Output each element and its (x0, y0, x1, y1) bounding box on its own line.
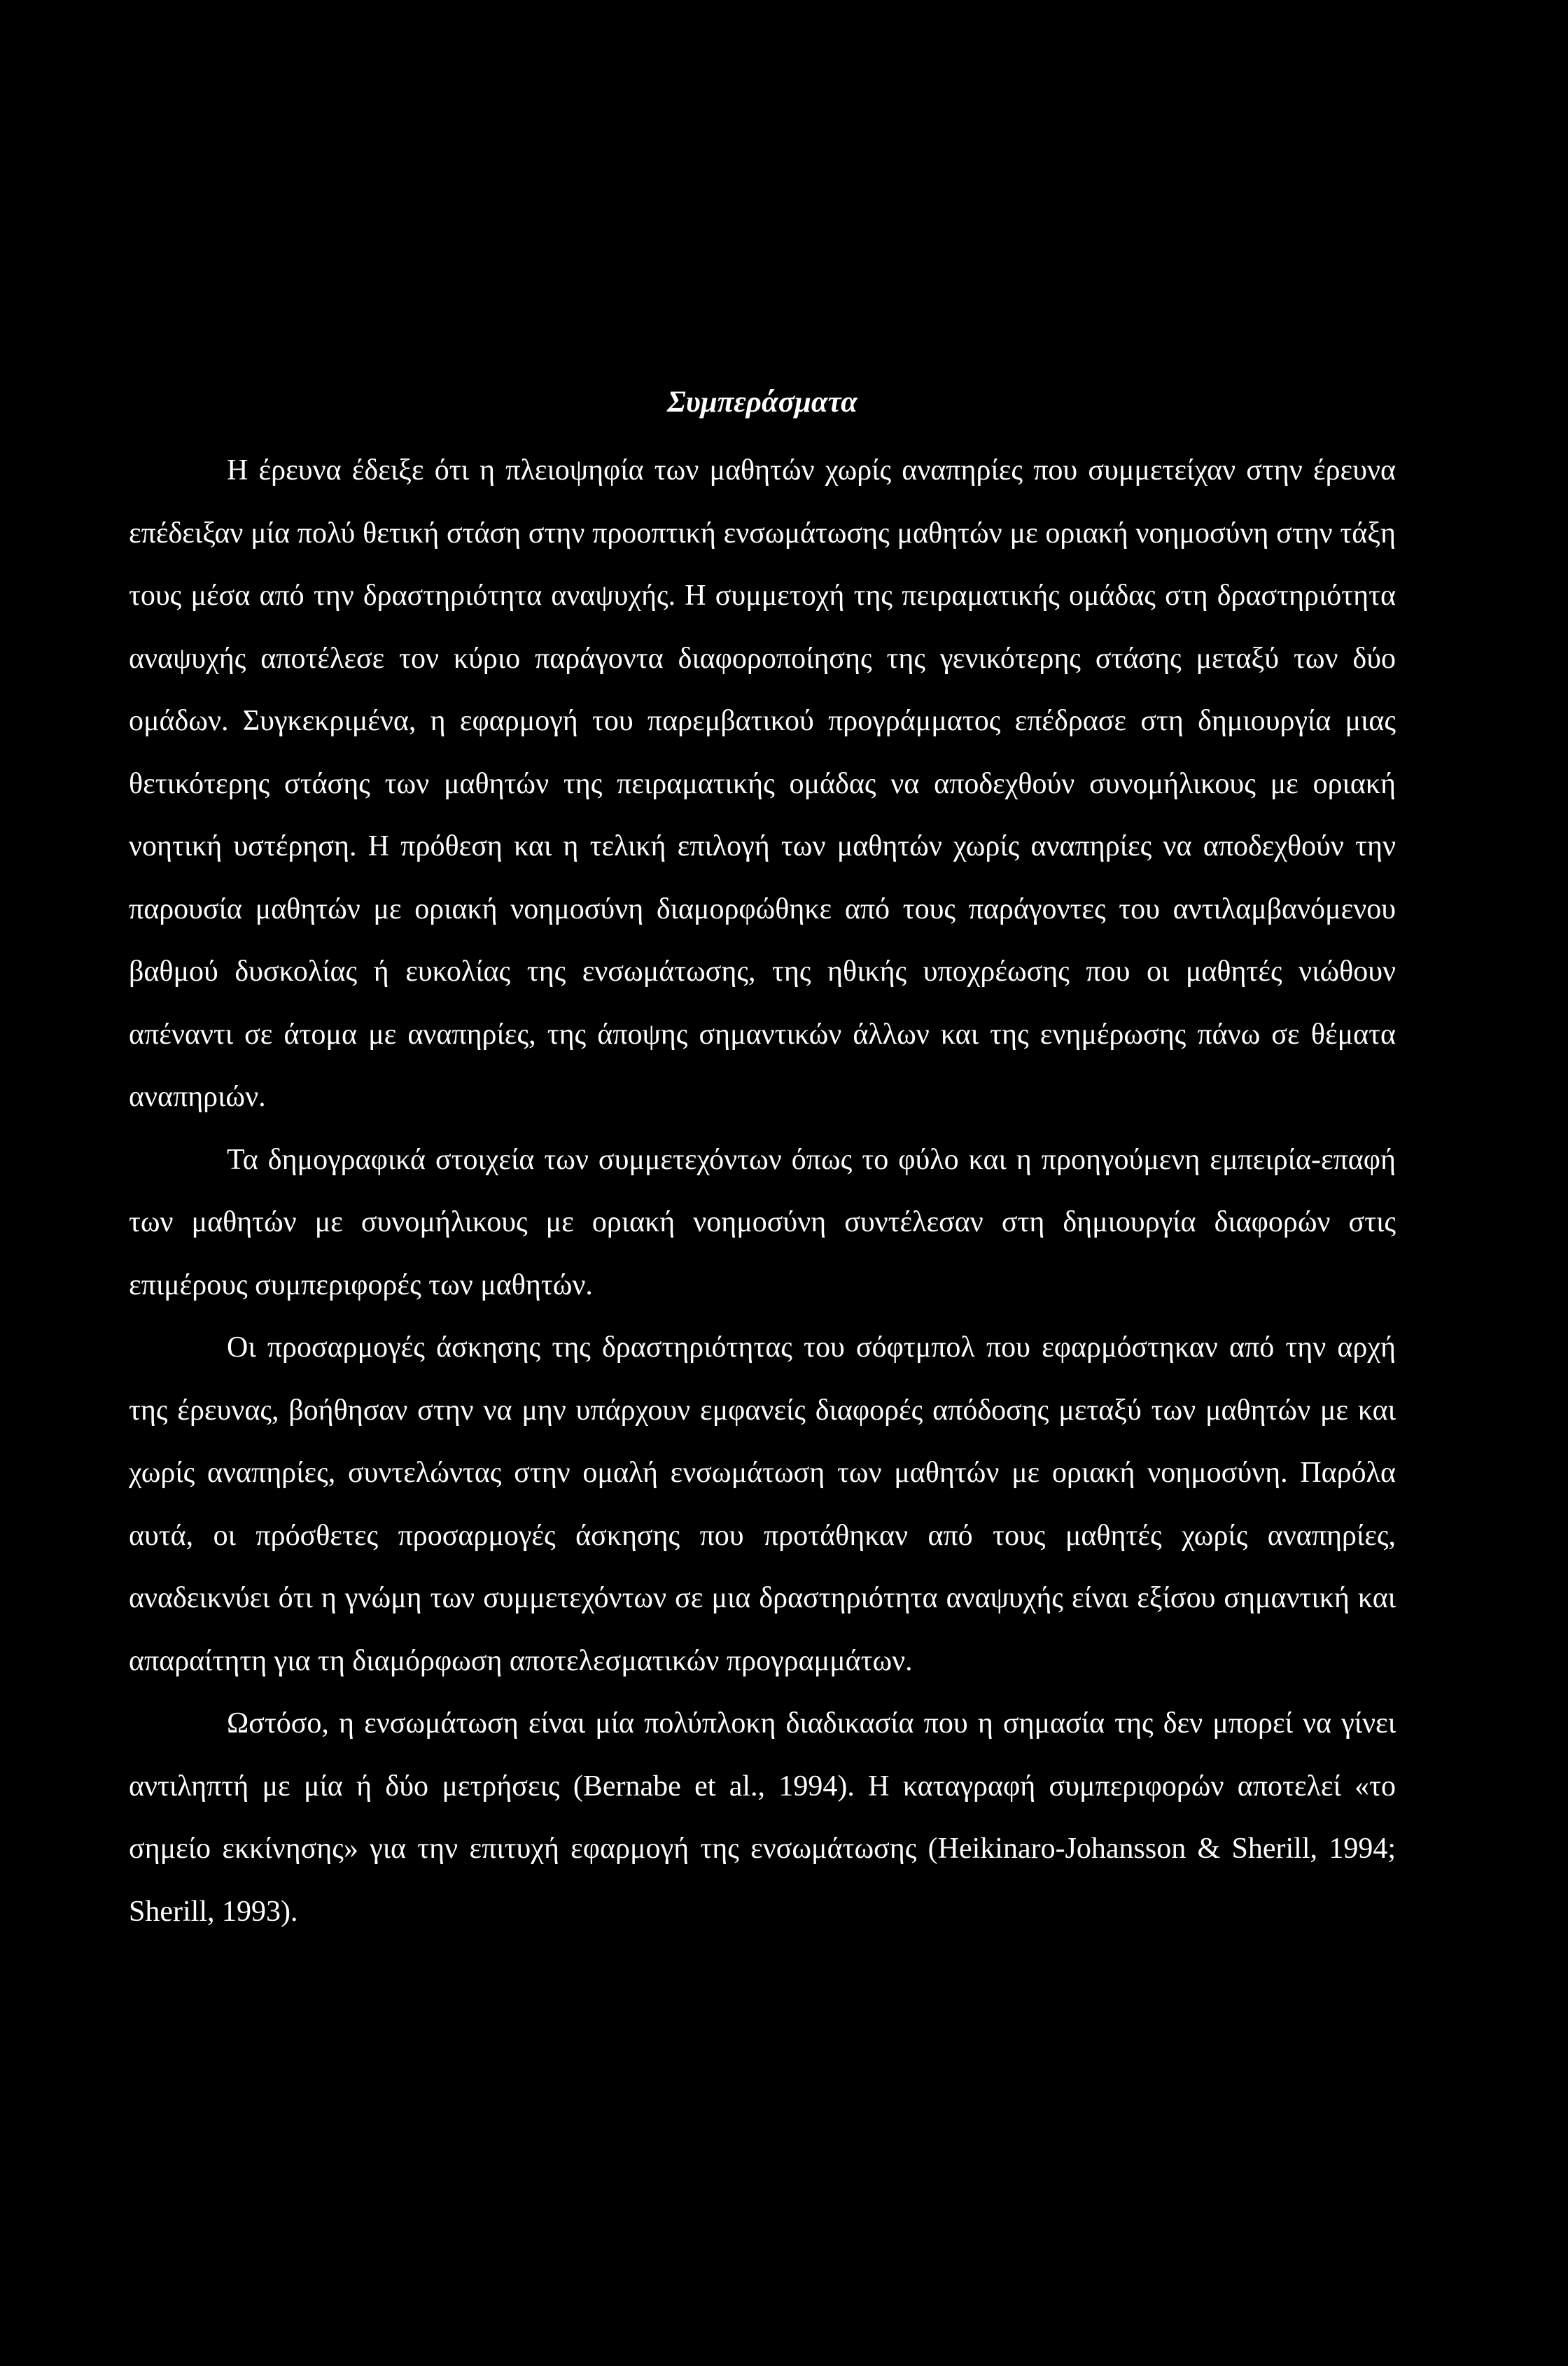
paragraph-1: Η έρευνα έδειξε ότι η πλειοψηφία των μαθητών χωρίς αναπηρίες που συμμετείχαν στην έρευνα επέδειξαν μία πολύ θετική στάση στην προοπτική ενσωμάτωσης μαθητών με οριακή νοημοσύνη στην τάξη τους μέσα από την δραστηριότητα αναψυχής. Η συμμετοχή της πειραματικής ομάδας στη δραστηριότητα αναψυχής αποτέλεσε τον κύριο παράγοντα διαφοροποίησης της γενικότερης στάσης μεταξύ των δύο ομάδων. Συγκεκριμένα, η εφαρμογή του παρεμβατικού προγράμματος επέδρασε στη δημιουργία μιας θετικότερης στάσης των μαθητών της πειραματικής ομάδας να αποδεχθούν συνομήλικους με οριακή νοητική υστέρηση. Η πρόθεση και η τελική επιλογή των μαθητών χωρίς αναπηρίες να αποδεχθούν την παρουσία μαθητών με οριακή νοημοσύνη διαμορφώθηκε από τους παράγοντες του αντιλαμβανόμενου βαθμού δυσκολίας ή ευκολίας της ενσωμάτωσης, της ηθικής υποχρέωσης που οι μαθητές νιώθουν απέναντι σε άτομα με αναπηρίες, της άποψης σημαντικών άλλων και της ενημέρωσης πάνω σε θέματα αναπηριών. (129, 454, 1396, 1113)
paragraph-4: Ωστόσο, η ενσωμάτωση είναι μία πολύπλοκη διαδικασία που η σημασία της δεν μπορεί να γίνει αντιληπτή με μία ή δύο μετρήσεις (Bernabe et al., 1994). Η καταγραφή συμπεριφορών αποτελεί «το σημείο εκκίνησης» για την επιτυχή εφαρμογή της ενσωμάτωσης (Heikinaro-Johansson & Sherill, 1994; Sherill, 1993). (129, 1707, 1396, 1928)
paragraph-3: Οι προσαρμογές άσκησης της δραστηριότητας του σόφτμπολ που εφαρμόστηκαν από την αρχή της έρευνας, βοήθησαν στην να μην υπάρχουν εμφανείς διαφορές απόδοσης μεταξύ των μαθητών με και χωρίς αναπηρίες, συντελώντας στην ομαλή ενσωμάτωση των μαθητών με οριακή νοημοσύνη. Παρόλα αυτά, οι πρόσθετες προσαρμογές άσκησης που προτάθηκαν από τους μαθητές χωρίς αναπηρίες, αναδεικνύει ότι η γνώμη των συμμετεχόντων σε μια δραστηριότητα αναψυχής είναι εξίσου σημαντική και απαραίτητη για τη διαμόρφωση αποτελεσματικών προγραμμάτων. (129, 1331, 1396, 1677)
paragraph-2: Τα δημογραφικά στοιχεία των συμμετεχόντων όπως το φύλο και η προηγούμενη εμπειρία-επαφή των μαθητών με συνομήλικους με οριακή νοημοσύνη συντέλεσαν στη δημιουργία διαφορών στις επιμέρους συμπεριφορές των μαθητών. (129, 1143, 1396, 1301)
page-title: Συμπεράσματα (667, 386, 858, 419)
document-page (129, 371, 1396, 1943)
